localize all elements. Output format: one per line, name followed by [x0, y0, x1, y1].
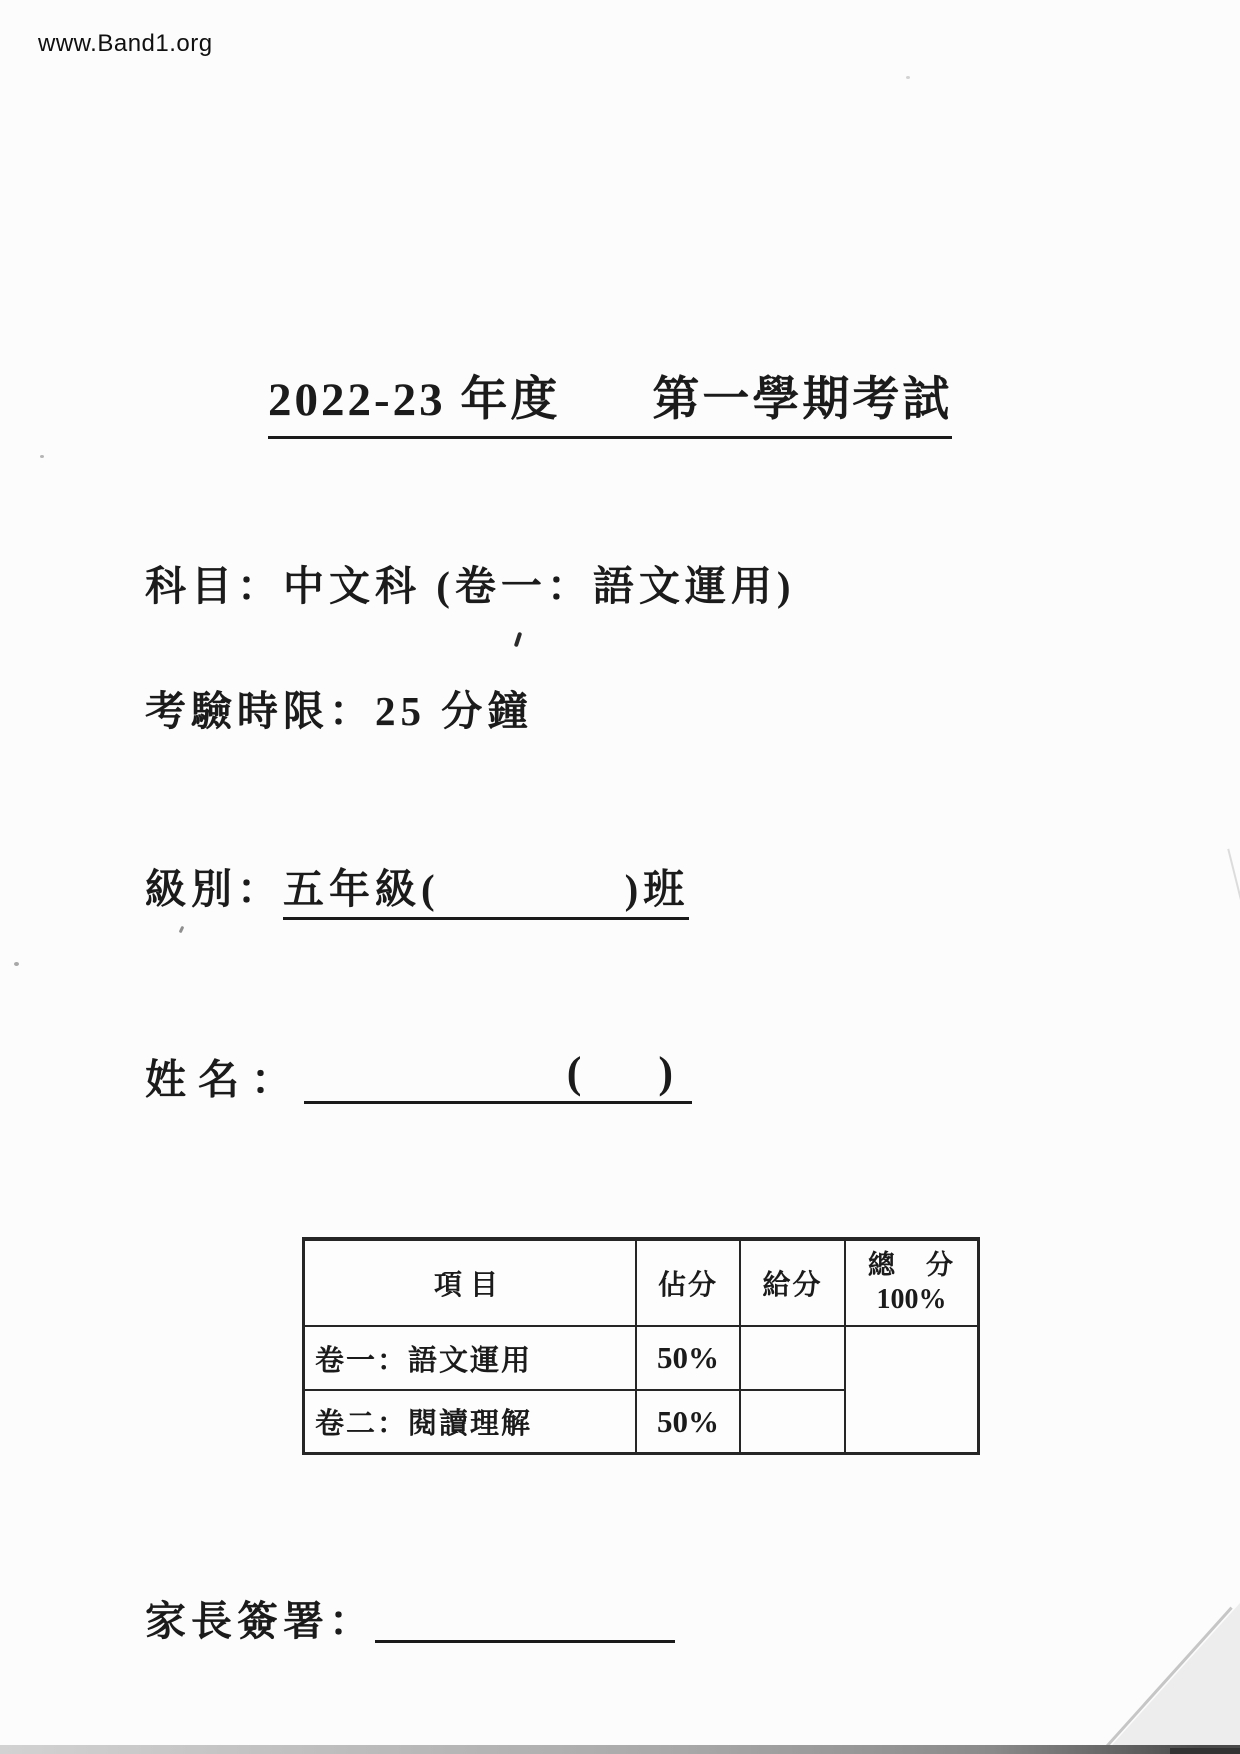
col-header-score: 給分	[741, 1241, 846, 1327]
class-line	[145, 866, 689, 920]
scan-speck	[40, 455, 44, 458]
name-blank-underline	[304, 1048, 692, 1104]
subject-value: 中文科 (卷一：語文運用)	[283, 563, 796, 609]
total-header-line2: 100%	[876, 1284, 947, 1316]
watermark-url: www.Band1.org	[38, 30, 213, 57]
scanner-edge-strip	[0, 1745, 1240, 1754]
subject-label: 科目：	[145, 563, 283, 609]
subject-line	[145, 563, 796, 610]
col-header-item: 項目	[305, 1241, 637, 1327]
exam-title-term: 第一學期考試	[652, 374, 953, 426]
paper1-score-cell-blank	[741, 1327, 846, 1391]
scan-speck	[906, 76, 910, 79]
parent-signature-label: 家長簽署：	[145, 1598, 375, 1644]
scanner-edge-corner	[1170, 1748, 1240, 1754]
total-header-line1: 總 分	[868, 1249, 955, 1280]
paper1-weight-cell: 50%	[637, 1327, 741, 1391]
page-edge-mark	[1227, 849, 1240, 904]
parent-signature-blank-underline	[375, 1640, 675, 1643]
name-paren-close: )	[658, 1048, 678, 1097]
class-suffix: )班	[624, 866, 690, 912]
class-prefix: 五年級(	[283, 866, 440, 912]
col-header-total	[846, 1241, 977, 1327]
scan-speck	[14, 962, 19, 966]
col-header-weight: 佔分	[637, 1241, 741, 1327]
class-underlined-field	[283, 866, 689, 920]
time-limit-label: 考驗時限：	[145, 688, 375, 734]
time-limit-value: 25 分鐘	[375, 688, 534, 734]
page-curl-shadow	[1112, 1603, 1240, 1745]
exam-title-year: 2022-23 年度	[268, 374, 561, 426]
name-line	[145, 1048, 692, 1104]
scan-speck	[179, 926, 185, 934]
paper2-weight-cell: 50%	[637, 1391, 741, 1452]
parent-signature-line	[145, 1598, 675, 1645]
class-label: 級別：	[145, 866, 283, 912]
exam-title	[268, 362, 952, 439]
paper2-item-cell: 卷二：閱讀理解	[305, 1391, 637, 1452]
paper2-score-cell-blank	[741, 1391, 846, 1452]
marks-table	[302, 1237, 980, 1455]
name-label: 姓名：	[145, 1056, 304, 1103]
name-paren-open: (	[566, 1048, 587, 1097]
time-limit-line	[145, 688, 533, 735]
ink-smudge-mark	[514, 632, 522, 648]
total-score-cell-blank	[846, 1327, 977, 1452]
exam-title-row	[268, 362, 952, 439]
paper1-item-cell: 卷一：語文運用	[305, 1327, 637, 1391]
